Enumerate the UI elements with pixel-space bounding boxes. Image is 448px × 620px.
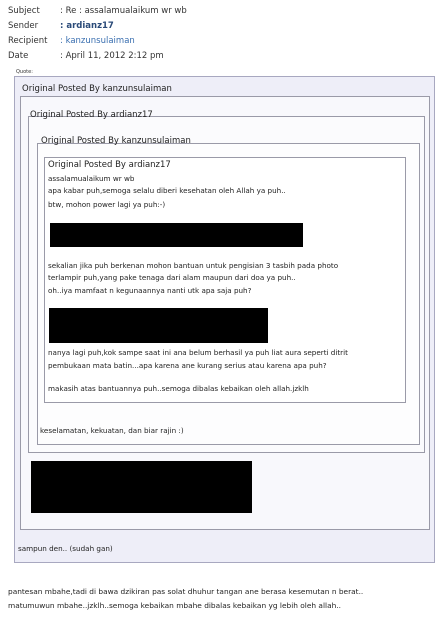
subject-label: Subject bbox=[8, 6, 40, 16]
quote-text-line: btw, mohon power lagi ya puh:-) bbox=[48, 200, 166, 209]
recipient-row bbox=[8, 34, 187, 49]
sender-label: Sender bbox=[8, 21, 39, 31]
quote-text-line: pembukaan mata batin...apa karena ane kurang serius atau karena apa puh? bbox=[48, 361, 327, 370]
quote-text-line: terlampir puh,yang pake tenaga dari alam maupun dari doa ya puh.. bbox=[48, 273, 296, 282]
redacted-image bbox=[31, 461, 252, 513]
quote-text-line: oh..iya mamfaat n kegunaannya nanti utk apa saja puh? bbox=[48, 286, 252, 295]
redacted-image bbox=[49, 308, 268, 343]
date-row bbox=[8, 49, 187, 64]
quote-text-line: apa kabar puh,semoga selalu diberi kesehatan oleh Allah ya puh.. bbox=[48, 186, 286, 195]
reply-line: matumuwun mbahe..jzklh..semoga kebaikan mbahe dibalas kebaikan yg lebih oleh allah.. bbox=[8, 601, 341, 610]
quote-label: Quote: bbox=[16, 69, 33, 75]
date-label: Date bbox=[8, 51, 29, 61]
quote-header-level1: Original Posted By kanzunsulaiman bbox=[22, 84, 172, 94]
subject-row bbox=[8, 4, 187, 19]
quote-text-line: nanya lagi puh,kok sampe saat ini ana belum berhasil ya puh liat aura seperti ditrit bbox=[48, 348, 348, 357]
quote-header-level2: Original Posted By ardianz17 bbox=[30, 110, 153, 120]
quote-text-greeting: assalamualaikum wr wb bbox=[48, 174, 135, 183]
date-value: : April 11, 2012 2:12 pm bbox=[60, 51, 164, 61]
recipient-label: Recipient bbox=[8, 36, 48, 46]
quote-footer-level2: keselamatan, kekuatan, dan biar rajin :) bbox=[40, 426, 184, 435]
subject-value: : Re : assalamualaikum wr wb bbox=[60, 6, 187, 16]
quote-text-line: sekalian jika puh berkenan mohon bantuan untuk pengisian 3 tasbih pada photo bbox=[48, 261, 339, 270]
quote-header-level4: Original Posted By ardianz17 bbox=[48, 160, 171, 170]
reply-body bbox=[8, 585, 363, 613]
sender-row bbox=[8, 19, 187, 34]
quote-footer-level1: sampun den.. (sudah gan) bbox=[18, 544, 113, 553]
reply-line: pantesan mbahe,tadi di bawa dzikiran pas solat dhuhur tangan ane berasa kesemutan n berat.. bbox=[8, 587, 364, 596]
quote-header-level3: Original Posted By kanzunsulaiman bbox=[41, 136, 191, 146]
sender-link[interactable]: : ardianz17 bbox=[60, 21, 114, 31]
message-header bbox=[8, 4, 187, 64]
redacted-image bbox=[50, 223, 303, 247]
quote-text-line: makasih atas bantuannya puh..semoga dibalas kebaikan oleh allah.jzklh bbox=[48, 384, 309, 393]
recipient-link[interactable]: : kanzunsulaiman bbox=[60, 36, 135, 46]
